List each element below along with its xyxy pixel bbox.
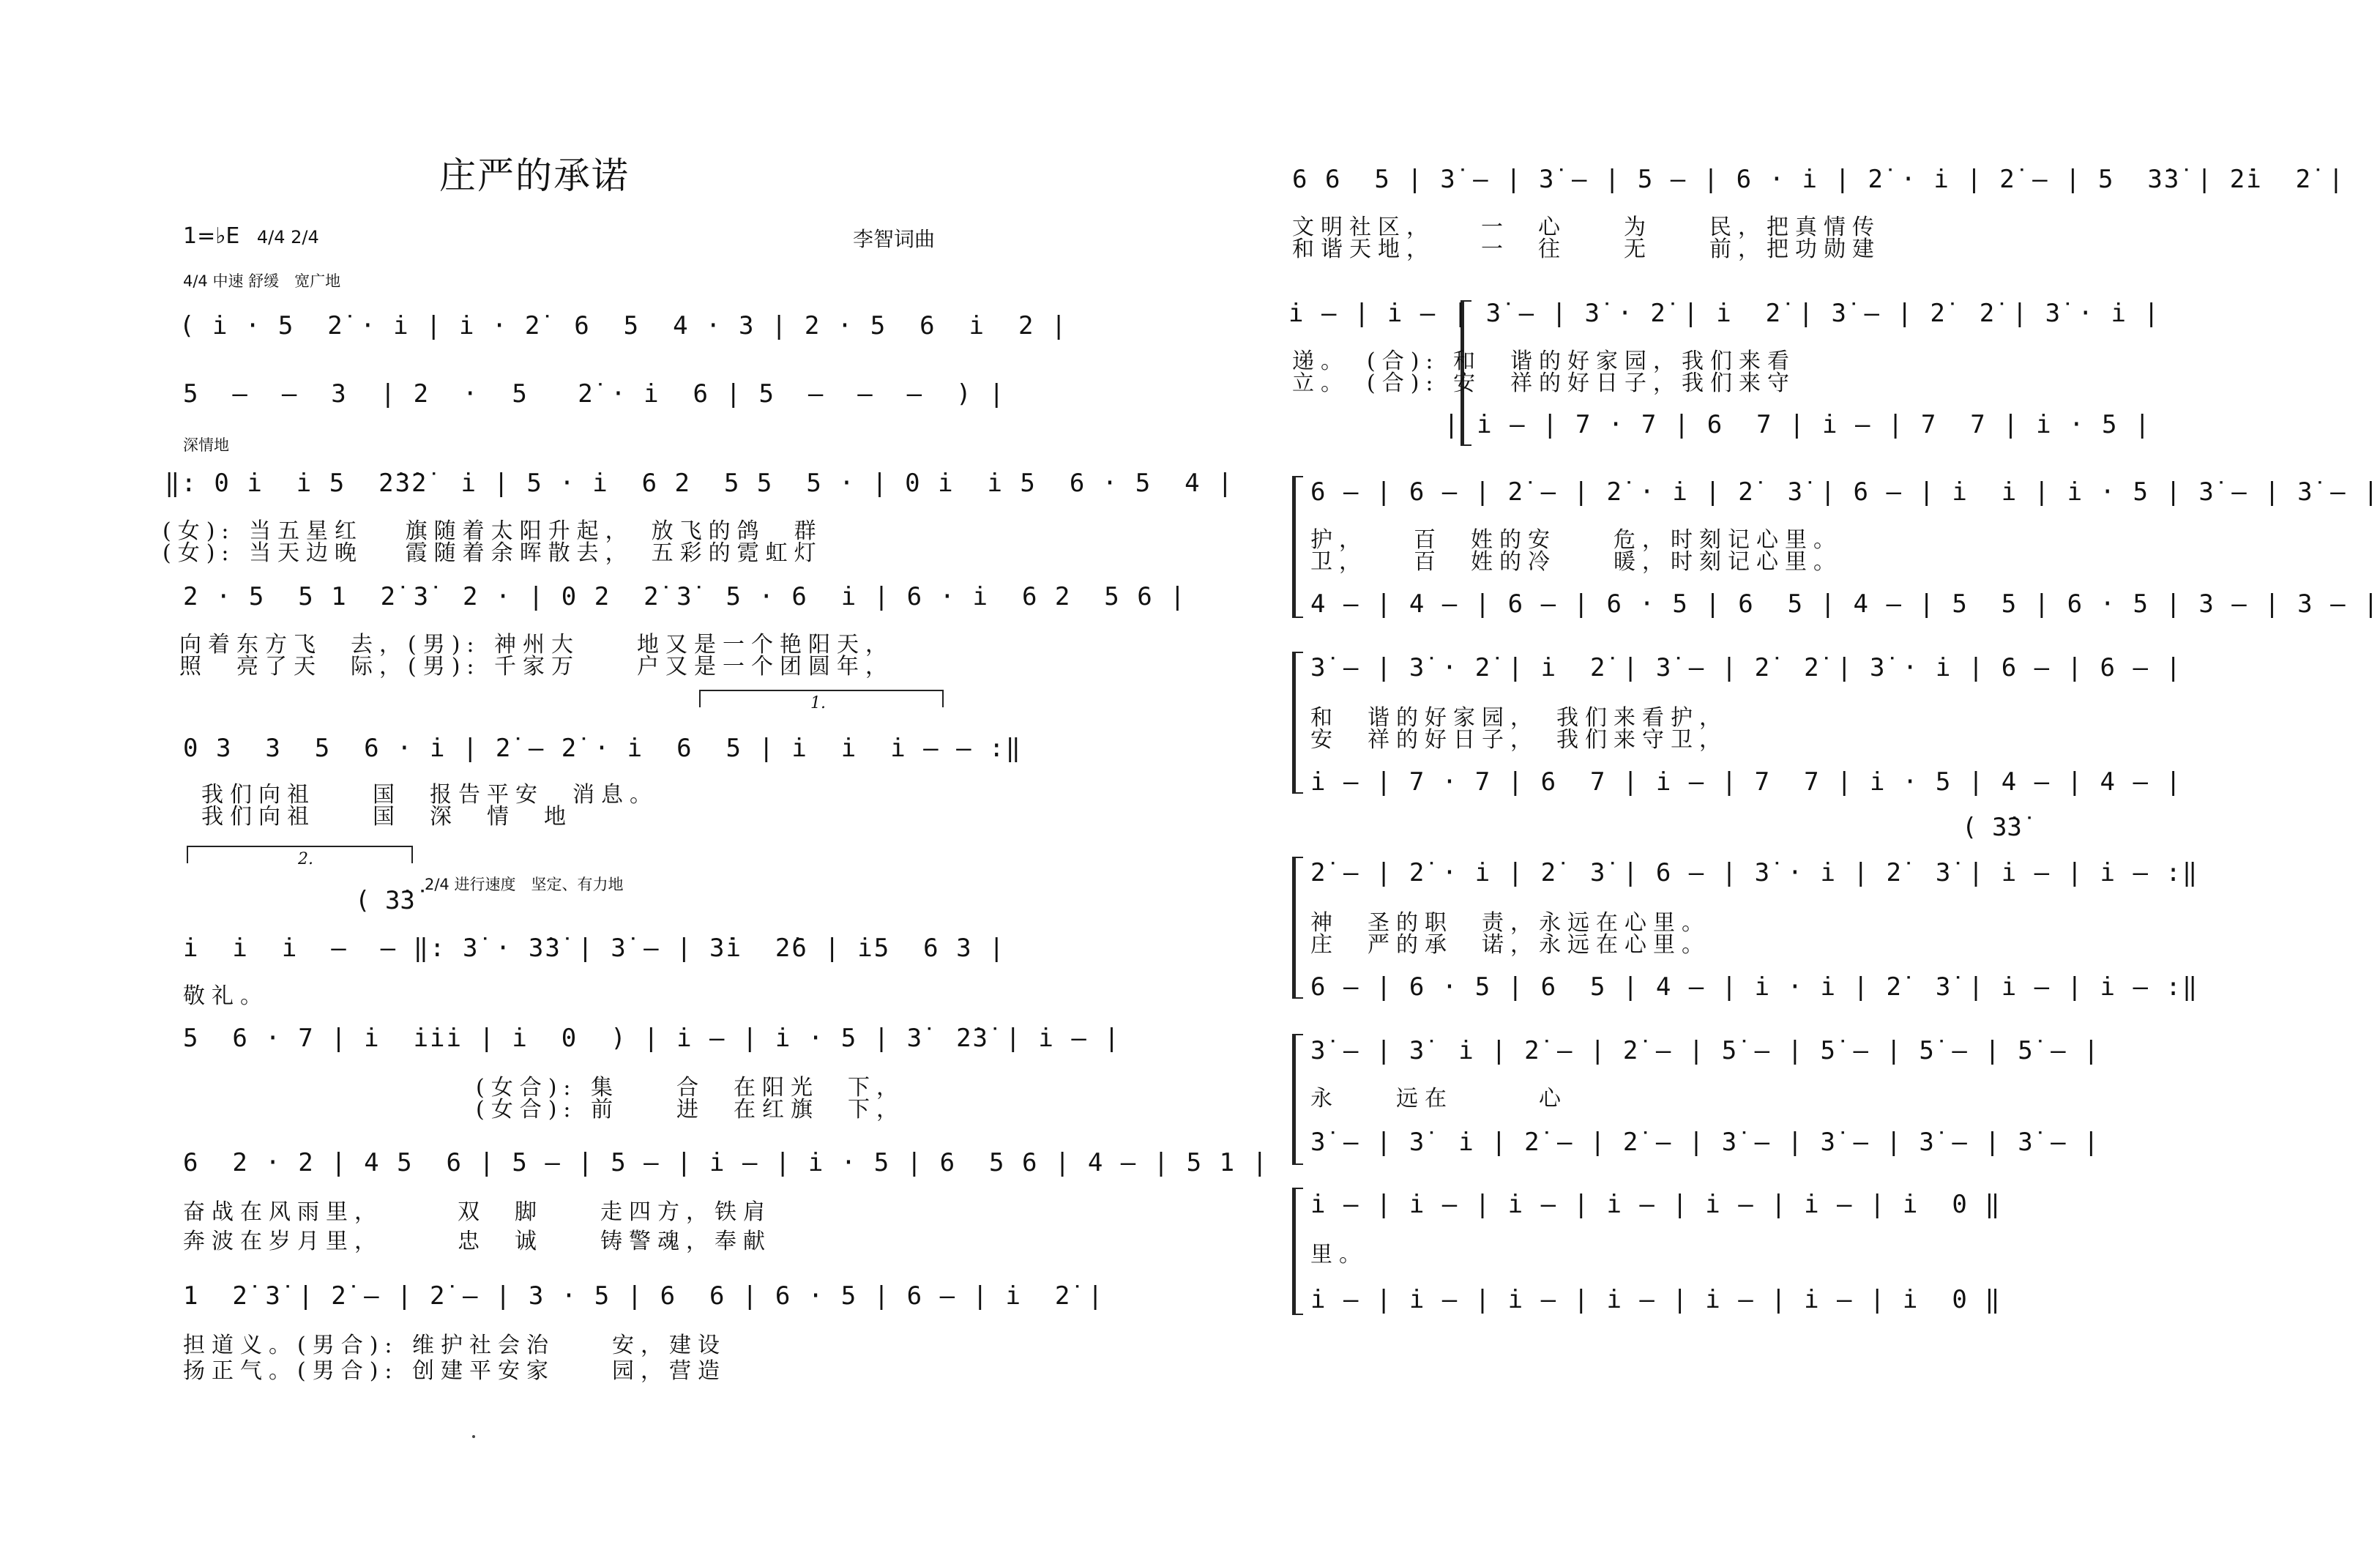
lyric-line: 神 圣的职 责，永远在心里。 (1310, 910, 1710, 936)
notes-line: ( i̇ · 5 2̇ · i̇ | i̇ · 2̇ 6 5 4 · 3 | 2 · 5 6 i̇ 2 | (179, 311, 1068, 340)
lyric-line: 担道义。(男合): 维护社会治 安，建设 (183, 1333, 727, 1358)
lyric-line: 递。 (合): 和 谐的好家园，我们来看 (1292, 349, 1797, 374)
pickup-notes: ( 3̇3̇ (1962, 813, 2022, 842)
tempo-marking-1: 4/4 中速 舒缓 宽广地 (183, 272, 341, 290)
lyric-line: 护， 百 姓的安 危，时刻记心里。 (1310, 527, 1842, 553)
notes-line: i̇ i̇ i̇ — — ‖: 3̇ · 3̇3̇ | 3̇ — | 3̇i̇ 2̇6 | i̇5 6 3 | (183, 934, 1006, 963)
volta-1-label: 1. (810, 694, 826, 712)
notes-line: i̇ — | i̇ — | 3̇ — | 3̇ · 2̇ | i̇ 2̇ | 3̇ — | 2̇ 2̇ | 3̇ · i̇ | (1288, 299, 2160, 328)
notes-line: 2 · 5 5 1 2̇ 3̇ 2 · | 0 2 2̇ 3̇ 5 · 6 i̇ | 6 · i̇ 6 2 5 6 | (183, 582, 1187, 611)
volta-2-label: 2. (298, 850, 313, 868)
notes-line: 0 3 3 5 6 · i̇ | 2̇ — 2̇ · i̇ 6 5 | i̇ i̇ i̇ — — :‖ (183, 734, 1022, 763)
notes-line: 2̇ — | 2̇ · i̇ | 2̇ 3̇ | 6 — | 3̇ · i̇ | 2̇ 3̇ | i̇ — | i̇ — :‖ (1310, 858, 2199, 887)
notes-line: 4 — | 4 — | 6 — | 6 · 5 | 6 5 | 4 — | 5 5 | 6 · 5 | 3 — | 3 — | (1310, 589, 2380, 619)
lyric-line: 永 远在 心 (1310, 1086, 1567, 1111)
lyric-line: 和 谐的好家园， 我们来看护， (1310, 705, 1728, 731)
notes-line: 5 — — 3 | 2 · 5 2̇ · i̇ 6 | 5 — — — ) | (183, 379, 1006, 409)
lyric-line: 卫， 百 姓的冷 暖，时刻记心里。 (1310, 549, 1842, 575)
key-signature (183, 223, 319, 249)
lyric-line: 向着东方飞 去，(男): 神州大 地又是一个艳阳天， (179, 632, 895, 658)
lyric-line: 照 亮了天 际，(男): 千家万 户又是一个团圆年， (179, 654, 895, 679)
notes-line: | i̇ — | 7 · 7 | 6 7 | i̇ — | 7 7 | i̇ · 5 | (1296, 410, 2152, 439)
lyric-line: 庄 严的承 诺，永远在心里。 (1310, 932, 1710, 958)
notes-line: 6 — | 6 — | 2̇ — | 2̇ · i̇ | 2̇ 3̇ | 6 — | i̇ i̇ | i̇ · 5 | 3̇ — | 3̇ — | (1310, 477, 2380, 507)
lyric-line: 奔波在岁月里， 忠 诚 铸警魂，奉献 (183, 1229, 772, 1254)
tempo-marking-3: 2/4 进行速度 坚定、有力地 (425, 876, 624, 893)
lyric-line: 里。 (1310, 1242, 1368, 1267)
system-brace (1292, 476, 1303, 618)
notes-line: 6 6 5 | 3̇ — | 3̇ — | 5 — | 6 · i̇ | 2̇ · i̇ | 2̇ — | 5 3̇3̇ | 2̇i̇ 2̇ | (1292, 165, 2346, 194)
notes-line: i̇ — | i̇ — | i̇ — | i̇ — | i̇ — | i̇ — | i̇ 0 ‖ (1310, 1190, 2002, 1219)
system-brace (1292, 1188, 1303, 1315)
scan-speck (472, 1435, 475, 1438)
volta-1 (699, 690, 944, 712)
notes-line: ‖: 0 i̇ i̇ 5 2̇3̇2̇ i̇ | 5 · i̇ 6 2 5 5 5 · | 0 i̇ i̇ 5 6 · 5 4 | (165, 469, 1234, 498)
notes-line: 6 — | 6 · 5 | 6 5 | 4 — | i̇ · i̇ | 2̇ 3̇ | i̇ — | i̇ — :‖ (1310, 972, 2199, 1002)
notes-line: 1 2̇ 3̇ | 2̇ — | 2̇ — | 3 · 5 | 6 6 | 6 · 5 | 6 — | i̇ 2̇ | (183, 1281, 1105, 1311)
system-brace (1292, 1034, 1303, 1165)
composer-credit: 李智词曲 (853, 227, 936, 251)
lyric-line: 和谐天地， 一 往 无 前，把功勋建 (1292, 237, 1881, 262)
system-brace (1292, 652, 1303, 794)
lyric-line: 我们向祖 国 深 情 地 (201, 804, 572, 830)
lyric-line: (女合): 集 合 在阳光 下， (476, 1075, 906, 1100)
lyric-line: 立。 (合): 安 祥的好日子，我们来守 (1292, 370, 1797, 396)
lyric-line: 扬正气。(男合): 创建平安家 园，营造 (183, 1358, 727, 1384)
song-title: 庄严的承诺 (439, 154, 630, 197)
pickup-notes: ( 3̇3̇ (355, 886, 415, 915)
lyric-line: 奋战在风雨里， 双 脚 走四方，铁肩 (183, 1199, 772, 1225)
system-brace (1292, 857, 1303, 999)
lyric-line: 文明社区， 一 心 为 民，把真情传 (1292, 215, 1881, 240)
notes-line: i̇ — | 7 · 7 | 6 7 | i̇ — | 7 7 | i̇ · 5 | 4 — | 4 — | (1310, 767, 2182, 797)
volta-2 (187, 846, 413, 868)
notes-line: 3̇ — | 3̇ i̇ | 2̇ — | 2̇ — | 3̇ — | 3̇ — | 3̇ — | 3̇ — | (1310, 1128, 2100, 1157)
notes-line: 3̇ — | 3̇ · 2̇ | i̇ 2̇ | 3̇ — | 2̇ 2̇ | 3̇ · i̇ | 6 — | 6 — | (1310, 653, 2182, 682)
notes-line: 5 6 · 7 | i̇ i̇i̇i̇ | i̇ 0 ) | i̇ — | i̇ · 5 | 3̇ 2̇3̇ | i̇ — | (183, 1024, 1121, 1053)
lyric-line: 我们向祖 国 报告平安 消息。 (201, 782, 658, 808)
lyric-line: 安 祥的好日子， 我们来守卫， (1310, 727, 1728, 753)
notes-line: i̇ — | i̇ — | i̇ — | i̇ — | i̇ — | i̇ — | i̇ 0 ‖ (1310, 1285, 2002, 1314)
lyric-line: (女合): 前 进 在红旗 下， (476, 1097, 906, 1122)
meter-text: 4/4 2/4 (256, 227, 319, 247)
tempo-marking-2: 深情地 (183, 436, 229, 454)
key-text: 1=♭E (183, 223, 240, 249)
notes-line: 3̇ — | 3̇ i̇ | 2̇ — | 2̇ — | 5̇ — | 5̇ — | 5̇ — | 5̇ — | (1310, 1036, 2100, 1065)
notes-line: 6 2 · 2 | 4 5 6 | 5 — | 5 — | i̇ — | i̇ · 5 | 6 5 6 | 4 — | 5 1 | (183, 1148, 1269, 1177)
lyric-line: (女): 当五星红 旗随着太阳升起， 放飞的鸽 群 (163, 518, 823, 544)
lyric-line: 敬礼。 (183, 983, 269, 1009)
right-page (1098, 0, 2380, 1553)
lyric-line: (女): 当天边晚 霞随着余晖散去， 五彩的霓虹灯 (163, 540, 823, 566)
